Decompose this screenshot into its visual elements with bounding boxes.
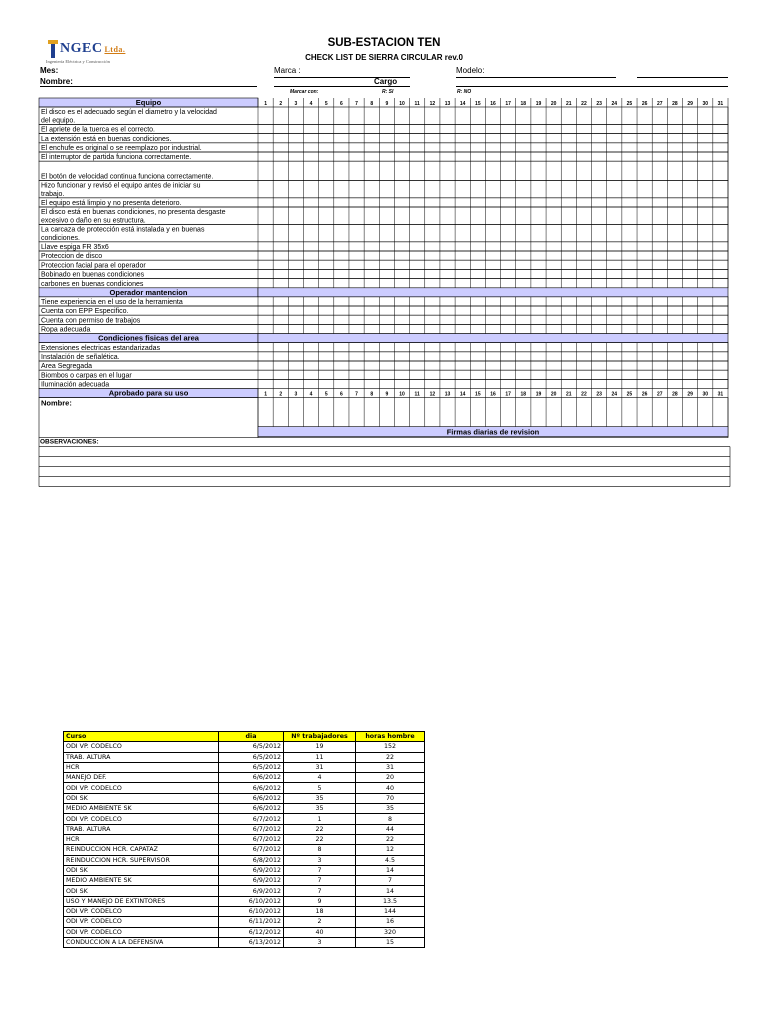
course-date-cell: 6/9/2012 [219,865,284,875]
course-hours-cell: 40 [356,783,425,793]
course-row [64,917,425,927]
checklist-item-label: Cuenta con EPP Especifico. [41,308,129,316]
day-number: 6 [339,101,343,107]
course-date-cell: 6/5/2012 [219,752,284,762]
course-date-cell: 6/6/2012 [219,804,284,814]
course-row [64,752,425,762]
checklist-row [39,361,728,370]
checklist-row [39,306,728,315]
course-hours-cell: 13.5 [356,896,425,906]
course-date-cell: 6/7/2012 [219,814,284,824]
day-number: 16 [490,101,496,107]
logo-suffix: Ltda. [104,45,126,54]
firmas-label: Firmas diarias de revision [446,427,540,437]
course-hours-cell: 31 [356,762,425,772]
checklist-item-label: Biombos o carpas en el lugar [41,372,132,380]
day-number: 12 [429,101,436,107]
checklist-item-label: condiciones. [41,234,80,242]
day-number: 23 [596,391,602,398]
course-workers-cell: 22 [284,824,356,834]
course-workers-cell: 19 [284,742,356,752]
day-number: 30 [702,391,709,398]
course-hours-cell: 144 [356,907,425,917]
checklist-item-label: El disco es el adecuado según el diametro y la velocidad [41,109,217,117]
course-hours-cell: 16 [356,917,425,927]
logo-name: NGEC [60,41,103,56]
day-number: 16 [490,391,496,398]
checklist-row [39,242,728,251]
course-row [64,804,425,814]
course-row [64,855,425,865]
course-workers-cell: 40 [284,927,356,937]
course-name-cell: MEDIO AMBIENTE SK [64,804,219,814]
checklist-item-label: trabajo. [41,190,65,198]
checklist-item-label: El enchufe es original o se reemplazo por industrial. [41,145,202,152]
day-number: 20 [550,391,557,398]
checklist-item-label: excesivo o daño en su estructura. [41,217,146,225]
day-number: 17 [505,391,511,398]
section-header-span [258,288,728,297]
cargo-label: Cargo [374,77,398,86]
course-row [64,896,425,906]
checklist-item-label: Extensiones electricas estandarizadas [41,344,161,352]
checklist-row [39,251,728,260]
course-name-cell: REINDUCCION HCR. SUPERVISOR [64,855,219,865]
courses-table [63,731,425,948]
day-number: 31 [717,101,724,107]
course-name-cell: ODI VP. CODELCO [64,907,219,917]
day-number: 11 [414,101,420,107]
checklist-item-label: Llave espiga FR 35x6 [41,244,109,251]
course-row [64,876,425,886]
checklist-item-label: La carcaza de protección está instalada y en buenas [41,226,205,234]
day-number: 22 [581,391,587,398]
course-date-cell: 6/9/2012 [219,886,284,896]
day-number: 8 [370,101,374,107]
day-number: 14 [459,101,466,107]
checklist-item-label: Ropa adecuada [41,326,91,334]
course-row [64,865,425,875]
course-date-cell: 6/5/2012 [219,762,284,772]
course-row [64,845,425,855]
day-number: 30 [702,101,709,107]
section-title: Condiciones fisicas del area [98,333,199,343]
day-number: 26 [641,101,648,107]
course-name-cell: USO Y MANEJO DE EXTINTORES [64,896,219,906]
day-number: 5 [324,391,328,398]
day-number: 25 [626,391,633,398]
checklist-row [39,315,728,324]
mes-label: Mes: [40,66,59,75]
day-number: 27 [656,101,663,107]
course-hours-cell: 20 [356,773,425,783]
checklist-row [39,379,728,388]
page-subtitle: CHECK LIST DE SIERRA CIRCULAR rev.0 [305,53,463,62]
course-workers-cell: 5 [284,783,356,793]
course-workers-cell: 4 [284,773,356,783]
day-number: 19 [535,391,542,398]
course-date-cell: 6/7/2012 [219,845,284,855]
day-number: 5 [324,101,328,107]
section-title: Aprobado para su uso [108,388,189,398]
day-number: 28 [672,391,678,398]
course-date-cell: 6/9/2012 [219,876,284,886]
course-name-cell: ODI VP. CODELCO [64,742,219,752]
nombre-signature-label: Nombre: [41,398,72,408]
course-row [64,783,425,793]
course-hours-cell: 14 [356,886,425,896]
course-hours-cell: 152 [356,742,425,752]
col-horas-header: horas hombre [356,732,425,742]
day-number: 2 [279,101,283,107]
checklist-item-label: El disco está en buenas condiciones, no presenta desgaste [41,209,226,217]
course-name-cell: TRAB. ALTURA [64,824,219,834]
course-hours-cell: 35 [356,804,425,814]
checklist-item-label: Cuenta con permiso de trabajos [41,317,141,325]
col-trabajadores-header: Nº trabajadores [284,732,356,742]
day-number: 1 [264,101,267,107]
course-hours-cell: 15 [356,937,425,947]
checklist-item-label: El apriete de la tuerca es el correcto. [41,126,156,134]
course-date-cell: 6/11/2012 [219,917,284,927]
observaciones-label: OBSERVACIONES: [40,438,99,446]
course-workers-cell: 1 [284,814,356,824]
day-number: 3 [294,391,298,398]
course-name-cell: CONDUCCION A LA DEFENSIVA [64,937,219,947]
course-hours-cell: 8 [356,814,425,824]
day-number: 13 [444,391,451,398]
day-number: 26 [641,391,648,398]
course-workers-cell: 3 [284,855,356,865]
day-number: 1 [264,391,267,398]
marca-label: Marca : [274,66,301,75]
day-number: 4 [309,391,313,398]
course-hours-cell: 7 [356,876,425,886]
course-name-cell: ODI SK [64,865,219,875]
day-number: 22 [581,101,587,107]
course-workers-cell: 31 [284,762,356,772]
course-row [64,937,425,947]
course-name-cell: ODI SK [64,793,219,803]
checklist-row [39,324,728,333]
course-name-cell: ODI VP. CODELCO [64,927,219,937]
checklist-item-label: Proteccion facial para el operador [41,262,146,270]
course-row [64,824,425,834]
course-row [64,814,425,824]
course-date-cell: 6/6/2012 [219,783,284,793]
course-workers-cell: 35 [284,793,356,803]
course-row [64,773,425,783]
section-title: Operador mantencion [109,287,188,297]
day-number: 18 [520,391,527,398]
day-number: 9 [385,101,389,107]
course-name-cell: ODI VP. CODELCO [64,917,219,927]
course-workers-cell: 7 [284,865,356,875]
logo-tagline: Ingeniería Eléctrica y Construcción [46,59,110,64]
day-number: 7 [355,101,358,107]
day-number: 11 [414,391,420,398]
day-number: 6 [339,391,343,398]
checklist-item-label: carbones en buenas condiciones [41,280,144,288]
checklist-item-label: El botón de velocidad continua funciona correctamente. [41,173,214,181]
checklist-item-label: La extensión está en buenas condiciones. [41,135,172,143]
course-row [64,742,425,752]
day-number: 24 [611,101,618,107]
course-date-cell: 6/5/2012 [219,742,284,752]
page-title: SUB-ESTACION TEN [327,37,441,49]
course-hours-cell: 22 [356,752,425,762]
day-number: 9 [385,391,389,398]
checklist-item-label: El equipo está limpio y no presenta deterioro. [41,200,182,207]
course-name-cell: HCR [64,762,219,772]
day-number: 15 [475,391,481,398]
modelo-label: Modelo: [456,66,485,75]
course-workers-cell: 18 [284,907,356,917]
section-title: Equipo [135,98,162,107]
day-number: 14 [459,391,466,398]
course-workers-cell: 2 [284,917,356,927]
course-name-cell: REINDUCCION HCR. CAPATAZ [64,845,219,855]
day-number: 18 [520,101,527,107]
course-name-cell: MANEJO DEF. [64,773,219,783]
day-number: 29 [687,101,693,107]
course-name-cell: ODI VP. CODELCO [64,814,219,824]
day-number: 24 [611,391,618,398]
course-date-cell: 6/6/2012 [219,773,284,783]
course-date-cell: 6/10/2012 [219,907,284,917]
day-number: 31 [717,391,724,398]
course-hours-cell: 12 [356,845,425,855]
checklist-item-label: Instalación de señalética. [41,354,120,361]
checklist-item-label: del equipo. [41,117,76,125]
course-date-cell: 6/12/2012 [219,927,284,937]
day-number: 19 [535,101,542,107]
course-hours-cell: 44 [356,824,425,834]
day-number: 21 [566,101,572,107]
day-number: 7 [355,391,358,398]
course-name-cell: HCR [64,834,219,844]
day-number: 25 [626,101,633,107]
course-row [64,886,425,896]
course-date-cell: 6/6/2012 [219,793,284,803]
course-hours-cell: 4.5 [356,855,425,865]
course-row [64,907,425,917]
day-number: 27 [656,391,663,398]
checklist-row [39,352,728,361]
course-workers-cell: 22 [284,834,356,844]
day-number: 10 [399,101,405,107]
marcar-con-label: Marcar con: [290,89,319,95]
course-name-cell: TRAB. ALTURA [64,752,219,762]
course-workers-cell: 8 [284,845,356,855]
checklist-item-label: Tiene experiencia en el uso de la herramienta [41,299,183,306]
course-hours-cell: 14 [356,865,425,875]
day-number: 2 [279,391,283,398]
day-number: 10 [399,391,405,398]
course-workers-cell: 9 [284,896,356,906]
day-number: 8 [370,391,374,398]
course-workers-cell: 11 [284,752,356,762]
checklist-row [39,370,728,379]
col-dia-header: dia [219,732,284,742]
section-header-span [258,334,728,343]
r-no-label: R: NO [457,89,472,95]
course-workers-cell: 3 [284,937,356,947]
course-name-cell: MEDIO AMBIENTE SK [64,876,219,886]
day-number: 28 [672,101,678,107]
course-row [64,762,425,772]
course-date-cell: 6/10/2012 [219,896,284,906]
course-workers-cell: 35 [284,804,356,814]
checklist-item-label: Iluminación adecuada [41,381,110,389]
r-si-label: R: SI [382,89,394,95]
checklist-item-label: Hizo funcionar y revisó el equipo antes de iniciar su [41,182,201,190]
col-curso-header: Curso [64,732,219,742]
course-workers-cell: 7 [284,886,356,896]
day-number: 12 [429,391,436,398]
course-name-cell: ODI SK [64,886,219,896]
course-date-cell: 6/7/2012 [219,824,284,834]
checklist-item-label: Proteccion de disco [41,253,103,261]
course-date-cell: 6/13/2012 [219,937,284,947]
day-number: 3 [294,101,298,107]
course-hours-cell: 22 [356,834,425,844]
day-number: 4 [309,101,313,107]
course-name-cell: ODI VP. CODELCO [64,783,219,793]
course-row [64,793,425,803]
day-number: 23 [596,101,602,107]
course-hours-cell: 70 [356,793,425,803]
day-number: 15 [475,101,481,107]
course-row [64,834,425,844]
course-hours-cell: 320 [356,927,425,937]
checklist-item-label: Area Segregada [41,363,92,371]
course-workers-cell: 7 [284,876,356,886]
checklist-item-label: Bobinado en buenas condiciones [41,271,145,279]
course-date-cell: 6/7/2012 [219,834,284,844]
nombre-label: Nombre: [40,77,73,86]
course-row [64,927,425,937]
course-date-cell: 6/8/2012 [219,855,284,865]
checklist-item-label: El interruptor de partida funciona correctamente. [41,154,192,162]
day-number: 13 [444,101,451,107]
day-number: 17 [505,101,511,107]
day-number: 21 [566,391,572,398]
day-number: 20 [550,101,557,107]
day-number: 29 [687,391,693,398]
courses-header-row [64,732,425,742]
